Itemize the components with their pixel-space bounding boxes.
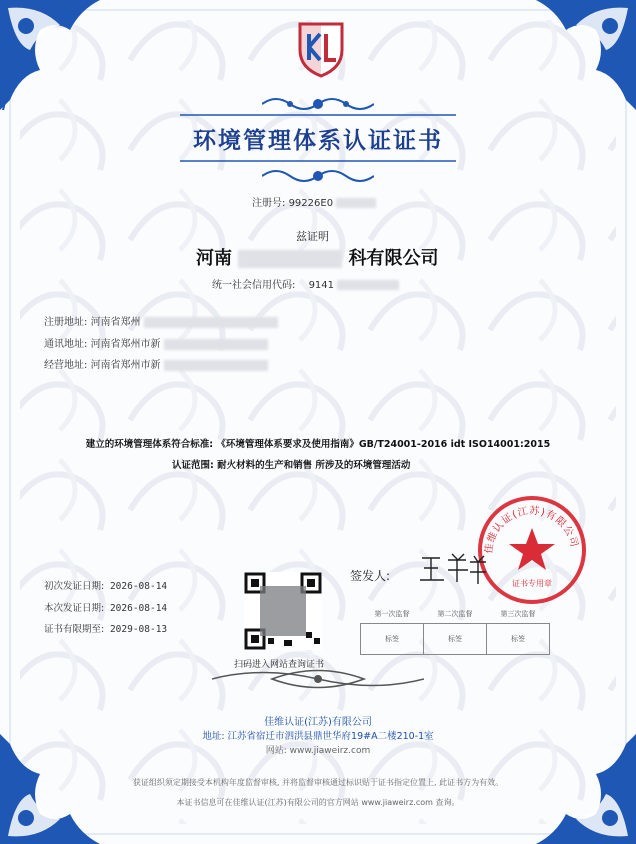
address-label: 通讯地址:	[44, 339, 88, 350]
supervision-header: 第一次监督	[374, 610, 410, 618]
supervision-header: 第二次监督	[437, 610, 473, 618]
date-label: 本次发证日期:	[44, 603, 105, 614]
official-seal-icon	[472, 490, 592, 610]
supervision-table	[360, 605, 550, 655]
handwritten-signature-icon	[418, 550, 488, 586]
date-label: 证书有限期至:	[44, 624, 105, 635]
redacted-area	[164, 360, 268, 371]
date-value: 2029-08-13	[109, 624, 168, 635]
seal-outer-text: 佳维认证(江苏)有限公司	[483, 505, 580, 555]
business-address	[44, 356, 268, 371]
supervision-mark-box: 标签	[361, 624, 424, 655]
correspondence-address	[44, 335, 268, 350]
certificate-prefix: 兹证明	[296, 230, 329, 243]
company-name	[196, 244, 439, 270]
registration-number	[252, 194, 376, 209]
seal-inner-text: 证书专用章	[512, 579, 552, 588]
address-value: 河南省郑州市新	[90, 360, 161, 371]
redacted-area	[144, 317, 278, 328]
footer-note-validity: 获证组织须定期接受本机构年度监督审核, 并将监督审核通过标识贴于证书指定位置上, 此证书方为有效。	[132, 778, 504, 787]
company-name-part2: 科有限公司	[348, 248, 439, 269]
company-name-part1: 河南	[196, 248, 232, 269]
certificate-title: 环境管理体系认证证书	[193, 128, 443, 154]
qr-code-icon[interactable]	[244, 572, 322, 650]
standard-statement: 建立的环境管理体系符合标准: 《环境管理体系要求及使用指南》GB/T24001-2016 idt ISO14001:2015	[85, 439, 551, 450]
corner-ornament-icon	[0, 0, 110, 110]
qr-caption: 扫码进入网站查询证书	[234, 660, 325, 670]
footer-address: 地址: 江苏省宿迁市泗洪县鼎世华府19#A二楼210-1室	[202, 731, 434, 742]
address-label: 注册地址:	[44, 317, 88, 328]
redacted-area	[336, 198, 376, 208]
date-value: 2026-08-14	[109, 581, 168, 592]
registered-address	[44, 313, 278, 328]
shield-logo-icon	[296, 20, 346, 78]
credit-code-value: 9141	[308, 280, 335, 291]
address-value: 河南省郑州	[90, 317, 141, 328]
first-issue-date	[44, 578, 167, 592]
footer-note-query: 本证书信息可在佳维认证(江苏)有限公司的官方网站 www.jiaweirz.com 查询。	[176, 798, 460, 807]
corner-ornament-icon	[526, 0, 636, 110]
address-label: 经营地址:	[44, 360, 88, 371]
date-label: 初次发证日期:	[44, 581, 105, 592]
date-value: 2026-08-14	[109, 603, 168, 614]
address-value: 河南省郑州市新	[90, 339, 161, 350]
title-line-icon	[180, 112, 456, 118]
redacted-area	[238, 250, 342, 268]
footer-website[interactable]: 网站: www.jiaweirz.com	[265, 746, 371, 756]
credit-code	[212, 276, 399, 291]
title-ornament-bottom-icon	[262, 164, 374, 188]
redacted-area	[164, 339, 268, 350]
expiry-date	[44, 621, 167, 635]
supervision-header: 第三次监督	[500, 610, 536, 618]
supervision-mark-box: 标签	[424, 624, 487, 655]
footer-company: 佳维认证(江苏)有限公司	[264, 717, 372, 728]
current-issue-date	[44, 600, 167, 614]
supervision-mark-box: 标签	[487, 624, 550, 655]
redacted-area	[337, 280, 399, 290]
registration-value: 99226E0	[288, 198, 334, 209]
bottom-ornament-icon	[212, 664, 424, 694]
certification-scope: 认证范围: 耐火材料的生产和销售 所涉及的环境管理活动	[172, 460, 411, 471]
registration-label: 注册号:	[252, 198, 286, 209]
credit-code-label: 统一社会信用代码:	[212, 280, 296, 291]
signer-label: 签发人:	[350, 569, 391, 583]
